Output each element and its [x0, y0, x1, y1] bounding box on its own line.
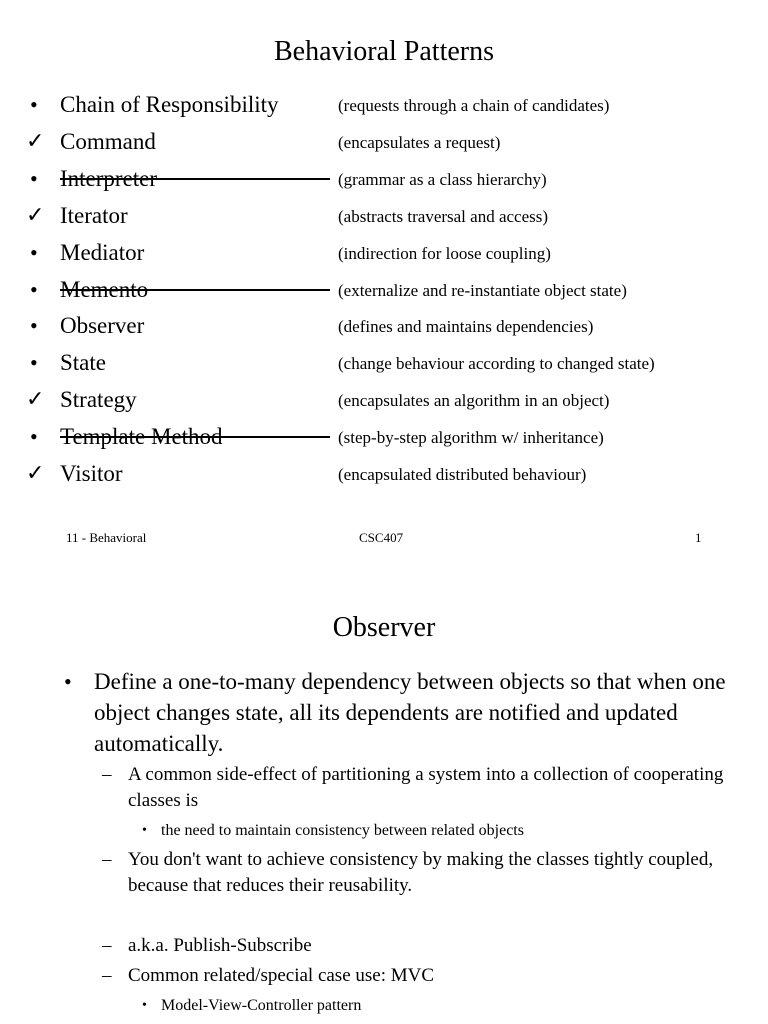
pattern-description: (externalize and re-instantiate object state) [338, 281, 627, 300]
pattern-description: (change behaviour according to changed state) [338, 354, 655, 373]
dash-marker: – [102, 935, 112, 956]
pattern-description: (indirection for loose coupling) [338, 244, 551, 263]
pattern-name: Observer [60, 313, 145, 338]
sub-point: a.k.a. Publish-Subscribe [128, 935, 312, 956]
check-icon: ✓ [26, 129, 45, 154]
pattern-description: (requests through a chain of candidates) [338, 96, 610, 115]
strikethrough-line [60, 289, 330, 291]
pattern-name: Template Method [60, 424, 223, 449]
pattern-name: Command [60, 129, 156, 154]
check-icon: ✓ [26, 387, 45, 412]
observer-slide-title: Observer [332, 612, 436, 643]
strikethrough-line [60, 178, 330, 180]
pattern-description: (grammar as a class hierarchy) [338, 170, 547, 189]
pattern-name: Memento [60, 277, 149, 302]
footer-course-code: CSC407 [359, 530, 404, 545]
bullet-marker: • [30, 350, 38, 375]
pattern-row [0, 348, 768, 378]
dash-marker: – [102, 764, 112, 785]
pattern-name: Mediator [60, 240, 145, 265]
dash-marker: – [102, 965, 112, 986]
pattern-row [0, 422, 768, 452]
pattern-description: (defines and maintains dependencies) [338, 317, 594, 336]
pattern-name: Interpreter [60, 166, 158, 191]
slide-title: Behavioral Patterns [273, 36, 495, 67]
sub-point: A common side-effect of partitioning a system into a collection of cooperating classes is [128, 764, 724, 811]
footer-section-label: 11 - Behavioral [66, 530, 147, 545]
footer-page-number: 1 [695, 530, 702, 545]
pattern-name: Chain of Responsibility [60, 92, 279, 117]
pattern-row [0, 311, 768, 341]
pattern-name: Iterator [60, 203, 128, 228]
bullet-marker: • [30, 92, 38, 117]
sub-sub-point: Model-View-Controller pattern [161, 997, 362, 1014]
pattern-name: Strategy [60, 387, 137, 412]
pattern-row [0, 459, 768, 489]
pattern-name: State [60, 350, 106, 375]
bullet-marker: • [30, 166, 38, 191]
sub-sub-point: the need to maintain consistency between related objects [161, 822, 524, 839]
pattern-row [0, 238, 768, 268]
pattern-description: (encapsulated distributed behaviour) [338, 465, 587, 484]
sub-point: Common related/special case use: MVC [128, 965, 435, 986]
bullet-marker: • [64, 669, 72, 694]
bullet-marker: • [30, 277, 38, 302]
bullet-marker: • [30, 313, 38, 338]
pattern-name: Visitor [60, 461, 123, 486]
bullet-marker: • [142, 823, 147, 838]
sub-point: You don't want to achieve consistency by making the classes tightly coupled, because that reduces their reusability. [128, 849, 714, 896]
main-point: Define a one-to-many dependency between objects so that when one object changes state, all its dependents are notified and updated automatically. [94, 669, 726, 756]
pattern-description: (encapsulates an algorithm in an object) [338, 391, 610, 410]
pattern-row [0, 164, 768, 194]
pattern-row [0, 385, 768, 415]
check-icon: ✓ [26, 461, 45, 486]
pattern-row [0, 90, 768, 120]
pattern-description: (encapsulates a request) [338, 133, 501, 152]
strikethrough-line [60, 436, 330, 438]
pattern-description: (step-by-step algorithm w/ inheritance) [338, 428, 604, 447]
pattern-row [0, 201, 768, 231]
bullet-marker: • [30, 424, 38, 449]
dash-marker: – [102, 849, 112, 870]
bullet-marker: • [142, 998, 147, 1013]
check-icon: ✓ [26, 203, 45, 228]
pattern-row [0, 127, 768, 157]
bullet-marker: • [30, 240, 38, 265]
pattern-row [0, 275, 768, 305]
pattern-description: (abstracts traversal and access) [338, 207, 549, 226]
